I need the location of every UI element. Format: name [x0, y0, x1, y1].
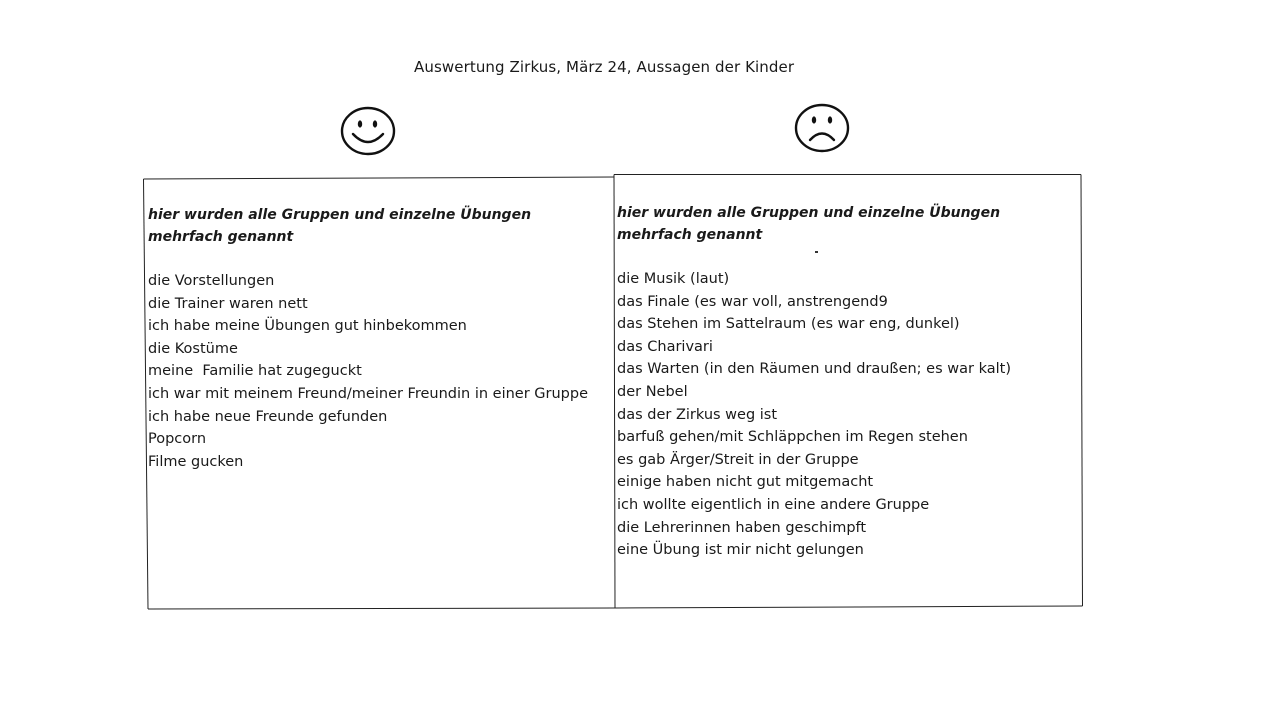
scan-speck	[815, 251, 818, 253]
list-item: der Nebel	[617, 383, 688, 400]
negative-intro: hier wurden alle Gruppen und einzelne Übungen mehrfach genannt	[617, 205, 1001, 243]
list-item: das der Zirkus weg ist	[617, 406, 778, 423]
list-item: ich habe meine Übungen gut hinbekommen	[148, 318, 467, 335]
positive-intro: hier wurden alle Gruppen und einzelne Übungen mehrfach genannt	[148, 207, 532, 245]
list-item: die Kostüme	[148, 340, 238, 357]
smiley-happy-icon	[340, 106, 396, 156]
list-item: das Charivari	[617, 338, 713, 355]
list-item: Filme gucken	[148, 453, 244, 470]
list-item: das Finale (es war voll, anstrengend9	[617, 293, 888, 310]
list-item: die Musik (laut)	[617, 271, 730, 287]
list-item: das Stehen im Sattelraum (es war eng, dunkel)	[617, 316, 960, 333]
list-item: das Warten (in den Räumen und draußen; es war kalt)	[617, 361, 1011, 378]
list-item: die Trainer waren nett	[148, 295, 308, 312]
list-item: die Vorstellungen	[148, 273, 275, 289]
list-item: Popcorn	[148, 431, 207, 448]
smiley-sad-icon	[794, 103, 850, 153]
positive-column	[148, 204, 608, 473]
negative-list	[617, 268, 1077, 562]
statements-table	[143, 174, 1083, 610]
list-item: es gab Ärger/Streit in der Gruppe	[617, 451, 859, 468]
positive-list	[148, 270, 608, 473]
list-item: die Lehrerinnen haben geschimpft	[617, 519, 867, 536]
list-item: einige haben nicht gut mitgemacht	[617, 474, 874, 491]
list-item: barfuß gehen/mit Schläppchen im Regen stehen	[617, 429, 968, 446]
page-title: Auswertung Zirkus, März 24, Aussagen der Kinder	[414, 58, 795, 76]
list-item: meine Familie hat zugeguckt	[148, 363, 362, 380]
negative-column	[617, 202, 1077, 562]
list-item: ich wollte eigentlich in eine andere Gruppe	[617, 496, 930, 513]
list-item: ich war mit meinem Freund/meiner Freundin in einer Gruppe	[148, 385, 588, 402]
list-item: ich habe neue Freunde gefunden	[148, 408, 388, 425]
list-item: eine Übung ist mir nicht gelungen	[617, 542, 864, 559]
